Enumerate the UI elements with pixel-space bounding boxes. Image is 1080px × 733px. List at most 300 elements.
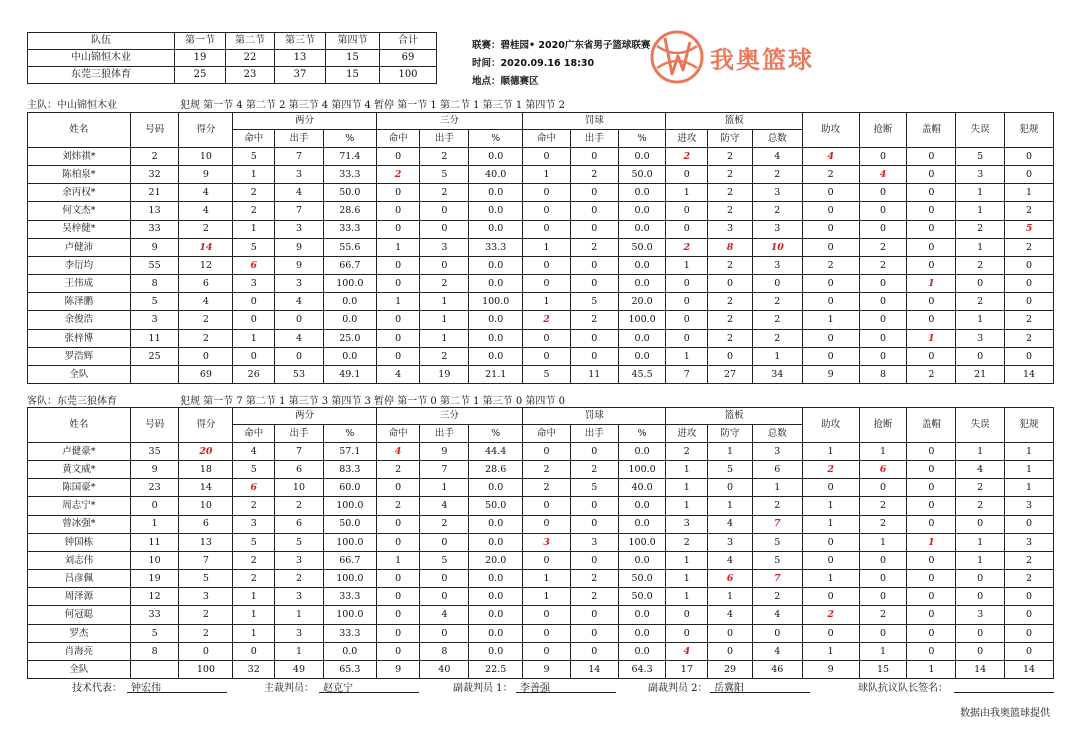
stat-cell: 6 bbox=[275, 460, 324, 478]
player-name: 卢健沛 bbox=[28, 238, 131, 256]
stat-cell: 1 bbox=[523, 293, 571, 311]
stat-cell: 100.0 bbox=[323, 606, 376, 624]
player-name: 王伟成 bbox=[28, 275, 131, 293]
stat-cell: 0 bbox=[666, 202, 708, 220]
stat-cell: 23 bbox=[130, 479, 179, 497]
stat-cell: 2 bbox=[752, 293, 802, 311]
total-cell: 1 bbox=[907, 661, 956, 679]
stat-cell: 0 bbox=[907, 165, 956, 183]
stat-cell: 0 bbox=[907, 606, 956, 624]
match-info bbox=[472, 37, 650, 91]
col-subheader-made: 命中 bbox=[376, 130, 420, 147]
brand-logo-text: 我奥篮球 bbox=[710, 45, 814, 74]
stat-cell: 3 bbox=[708, 220, 753, 238]
stat-cell: 3 bbox=[275, 220, 324, 238]
stat-cell: 1 bbox=[1005, 479, 1054, 497]
total-cell: 65.3 bbox=[323, 661, 376, 679]
player-name: 吴梓健* bbox=[28, 220, 131, 238]
stat-cell: 7 bbox=[752, 570, 802, 588]
stat-cell: 0 bbox=[666, 220, 708, 238]
stat-cell: 0.0 bbox=[469, 533, 523, 551]
stat-cell: 2 bbox=[179, 220, 233, 238]
total-cell: 9 bbox=[376, 661, 420, 679]
team-total-label: 全队 bbox=[28, 661, 131, 679]
stat-cell: 0 bbox=[376, 533, 420, 551]
away-team-header bbox=[27, 392, 565, 407]
stat-cell: 0 bbox=[859, 220, 907, 238]
stat-cell: 1 bbox=[708, 442, 753, 460]
stat-cell: 0 bbox=[523, 642, 571, 660]
total-cell: 14 bbox=[956, 661, 1005, 679]
stat-cell: 0.0 bbox=[469, 275, 523, 293]
player-row bbox=[28, 588, 1054, 606]
col-subheader-made: 命中 bbox=[376, 425, 420, 442]
score-cell: 23 bbox=[226, 67, 275, 84]
player-name: 钟国栋 bbox=[28, 533, 131, 551]
stat-cell: 33 bbox=[130, 220, 179, 238]
total-cell: 40 bbox=[420, 661, 469, 679]
stat-cell: 71.4 bbox=[323, 147, 376, 165]
stat-cell: 0 bbox=[859, 293, 907, 311]
stat-cell: 0 bbox=[907, 642, 956, 660]
stat-cell: 0 bbox=[666, 165, 708, 183]
captain-protest-signature bbox=[954, 679, 1054, 693]
stat-cell: 0.0 bbox=[469, 588, 523, 606]
stat-cell: 0 bbox=[376, 220, 420, 238]
stat-cell: 5 bbox=[956, 147, 1005, 165]
stat-cell: 3 bbox=[570, 533, 618, 551]
stat-cell: 1 bbox=[666, 497, 708, 515]
stat-cell: 12 bbox=[179, 256, 233, 274]
stat-cell: 2 bbox=[570, 311, 618, 329]
stat-cell: 1 bbox=[523, 165, 571, 183]
stat-cell: 33 bbox=[130, 606, 179, 624]
col-header-free-throws: 罚球 bbox=[523, 408, 666, 425]
stat-cell: 0 bbox=[907, 311, 956, 329]
stat-cell: 14 bbox=[179, 479, 233, 497]
stat-cell: 0 bbox=[523, 275, 571, 293]
stat-cell: 0 bbox=[907, 570, 956, 588]
stat-cell: 2 bbox=[956, 293, 1005, 311]
stat-cell: 0.0 bbox=[469, 515, 523, 533]
stat-cell: 33.3 bbox=[323, 220, 376, 238]
player-row bbox=[28, 293, 1054, 311]
player-row bbox=[28, 570, 1054, 588]
home-team-label: 主队：中山锦恒木业 bbox=[27, 100, 117, 111]
stat-cell: 1 bbox=[956, 551, 1005, 569]
home-team-fouls: 犯规 第一节 4 第二节 2 第三节 4 第四节 4 暂停 第一节 1 第二节 1 第三节 1 第四节 2 bbox=[180, 100, 565, 111]
player-row bbox=[28, 497, 1054, 515]
stat-cell: 2 bbox=[570, 588, 618, 606]
stat-cell: 5 bbox=[752, 551, 802, 569]
stat-cell: 0.0 bbox=[323, 293, 376, 311]
total-cell: 26 bbox=[233, 366, 275, 384]
stat-cell: 0 bbox=[1005, 147, 1054, 165]
stat-cell: 4 bbox=[179, 184, 233, 202]
stat-cell: 2 bbox=[523, 460, 571, 478]
stat-cell: 0 bbox=[907, 184, 956, 202]
player-row bbox=[28, 311, 1054, 329]
stat-cell: 0 bbox=[420, 220, 469, 238]
col-header-two-pointers: 两分 bbox=[233, 408, 376, 425]
stat-cell: 2 bbox=[802, 165, 859, 183]
stat-cell: 1 bbox=[376, 551, 420, 569]
stat-cell: 2 bbox=[859, 256, 907, 274]
stat-cell: 6 bbox=[752, 460, 802, 478]
stat-cell: 2 bbox=[570, 165, 618, 183]
player-name: 周泽源 bbox=[28, 588, 131, 606]
player-row bbox=[28, 202, 1054, 220]
stat-cell: 1 bbox=[666, 588, 708, 606]
header-row bbox=[28, 113, 1054, 130]
stat-cell: 1 bbox=[802, 570, 859, 588]
stat-cell: 0 bbox=[708, 624, 753, 642]
stat-cell: 4 bbox=[752, 147, 802, 165]
stat-cell: 0 bbox=[666, 293, 708, 311]
player-name: 何冠聪 bbox=[28, 606, 131, 624]
total-cell: 14 bbox=[1005, 661, 1054, 679]
stat-cell: 1 bbox=[708, 497, 753, 515]
stat-cell: 0 bbox=[802, 347, 859, 365]
stat-cell: 0 bbox=[802, 184, 859, 202]
stat-cell: 0 bbox=[570, 347, 618, 365]
score-cell: 15 bbox=[326, 50, 380, 67]
stat-cell: 2 bbox=[708, 329, 753, 347]
stat-cell: 5 bbox=[420, 165, 469, 183]
total-cell: 32 bbox=[233, 661, 275, 679]
col-header-assists: 助攻 bbox=[802, 408, 859, 443]
chief-referee-label: 主裁判员： bbox=[264, 683, 314, 694]
stat-cell: 2 bbox=[802, 460, 859, 478]
stat-cell: 6 bbox=[275, 515, 324, 533]
stat-cell: 1 bbox=[666, 256, 708, 274]
col-header-turnovers: 失误 bbox=[956, 408, 1005, 443]
stat-cell: 3 bbox=[130, 311, 179, 329]
score-cell: 22 bbox=[226, 50, 275, 67]
stat-cell: 3 bbox=[1005, 533, 1054, 551]
stat-cell: 5 bbox=[233, 460, 275, 478]
stat-cell: 6 bbox=[233, 256, 275, 274]
stat-cell: 1 bbox=[956, 442, 1005, 460]
player-row bbox=[28, 479, 1054, 497]
stat-cell: 33.3 bbox=[323, 588, 376, 606]
stat-cell: 1 bbox=[802, 311, 859, 329]
stat-cell: 7 bbox=[420, 460, 469, 478]
stat-cell: 2 bbox=[752, 497, 802, 515]
stat-cell: 0.0 bbox=[469, 202, 523, 220]
stat-cell: 35 bbox=[130, 442, 179, 460]
stat-cell: 50.0 bbox=[618, 570, 666, 588]
col-subheader-attempts: 出手 bbox=[570, 130, 618, 147]
score-header: 第三节 bbox=[275, 33, 326, 50]
stat-cell: 9 bbox=[130, 238, 179, 256]
total-cell: 14 bbox=[1005, 366, 1054, 384]
stat-cell: 12 bbox=[130, 588, 179, 606]
stat-cell: 0 bbox=[523, 442, 571, 460]
stat-cell: 2 bbox=[956, 256, 1005, 274]
stat-cell: 1 bbox=[666, 570, 708, 588]
stat-cell: 10 bbox=[179, 497, 233, 515]
stat-cell: 50.0 bbox=[323, 184, 376, 202]
stat-cell: 2 bbox=[1005, 238, 1054, 256]
stat-cell: 0 bbox=[859, 311, 907, 329]
stat-cell: 2 bbox=[1005, 311, 1054, 329]
stat-cell: 1 bbox=[420, 329, 469, 347]
stat-cell: 0 bbox=[666, 311, 708, 329]
stat-cell: 4 bbox=[233, 442, 275, 460]
match-league: 联赛：碧桂园• 2020广东省男子篮球联赛 bbox=[472, 40, 651, 51]
player-row bbox=[28, 147, 1054, 165]
stat-cell: 0.0 bbox=[469, 642, 523, 660]
player-name: 何文杰* bbox=[28, 202, 131, 220]
stat-cell: 1 bbox=[233, 165, 275, 183]
brand-logo bbox=[650, 30, 814, 84]
stat-cell: 100.0 bbox=[323, 570, 376, 588]
stat-cell: 2 bbox=[859, 515, 907, 533]
score-cell: 东莞三狼体育 bbox=[28, 67, 175, 84]
stat-cell: 0.0 bbox=[618, 551, 666, 569]
stat-cell: 0 bbox=[956, 570, 1005, 588]
stat-cell: 0 bbox=[956, 347, 1005, 365]
stat-cell: 1 bbox=[802, 515, 859, 533]
stat-cell: 0.0 bbox=[618, 220, 666, 238]
stat-cell: 0 bbox=[420, 533, 469, 551]
stat-cell: 5 bbox=[420, 551, 469, 569]
stat-cell: 4 bbox=[859, 165, 907, 183]
stat-cell: 0 bbox=[802, 238, 859, 256]
stat-cell: 32 bbox=[130, 165, 179, 183]
stat-cell: 1 bbox=[752, 347, 802, 365]
stat-cell: 2 bbox=[708, 184, 753, 202]
stat-cell: 0 bbox=[859, 570, 907, 588]
stat-cell: 9 bbox=[275, 238, 324, 256]
stat-cell: 0 bbox=[907, 202, 956, 220]
stat-cell: 1 bbox=[1005, 184, 1054, 202]
stat-cell: 0 bbox=[523, 202, 571, 220]
stat-cell: 1 bbox=[420, 311, 469, 329]
total-cell: 46 bbox=[752, 661, 802, 679]
total-cell: 5 bbox=[523, 366, 571, 384]
player-name: 曾冰强* bbox=[28, 515, 131, 533]
stat-cell: 8 bbox=[420, 642, 469, 660]
quarter-score-table bbox=[27, 32, 437, 84]
stat-cell: 2 bbox=[376, 165, 420, 183]
score-header: 第二节 bbox=[226, 33, 275, 50]
stat-cell: 7 bbox=[752, 515, 802, 533]
stat-cell: 1 bbox=[859, 442, 907, 460]
stat-cell: 3 bbox=[523, 533, 571, 551]
header-row bbox=[28, 408, 1054, 425]
stat-cell: 1 bbox=[859, 533, 907, 551]
stat-cell: 1 bbox=[752, 479, 802, 497]
stat-cell: 60.0 bbox=[323, 479, 376, 497]
stat-cell: 0 bbox=[376, 570, 420, 588]
stat-cell: 1 bbox=[376, 293, 420, 311]
stat-cell: 7 bbox=[275, 202, 324, 220]
col-header-points: 得分 bbox=[179, 113, 233, 148]
stat-cell: 5 bbox=[708, 460, 753, 478]
stat-cell: 2 bbox=[752, 329, 802, 347]
stat-cell: 8 bbox=[130, 275, 179, 293]
stat-cell: 1 bbox=[666, 347, 708, 365]
stat-cell: 3 bbox=[179, 588, 233, 606]
stat-cell: 0.0 bbox=[469, 606, 523, 624]
home-stats-table bbox=[27, 112, 1054, 384]
stat-cell: 0 bbox=[907, 551, 956, 569]
stat-cell: 1 bbox=[233, 329, 275, 347]
stat-cell: 0.0 bbox=[618, 275, 666, 293]
stat-cell: 3 bbox=[275, 165, 324, 183]
stat-cell: 0.0 bbox=[618, 442, 666, 460]
score-row-home bbox=[28, 50, 437, 67]
stat-cell: 6 bbox=[859, 460, 907, 478]
stat-cell: 0 bbox=[1005, 293, 1054, 311]
stat-cell: 1 bbox=[275, 606, 324, 624]
col-header-three-pointers: 三分 bbox=[376, 113, 522, 130]
stat-cell: 0 bbox=[570, 515, 618, 533]
stat-cell: 0 bbox=[666, 275, 708, 293]
stat-cell: 5 bbox=[275, 533, 324, 551]
stat-cell: 5 bbox=[233, 238, 275, 256]
stat-cell: 0.0 bbox=[469, 147, 523, 165]
stat-cell: 0 bbox=[907, 347, 956, 365]
col-header-steals: 抢断 bbox=[859, 113, 907, 148]
stat-cell: 0 bbox=[275, 311, 324, 329]
stat-cell: 0 bbox=[376, 275, 420, 293]
stat-cell: 13 bbox=[179, 533, 233, 551]
stat-cell: 1 bbox=[907, 533, 956, 551]
stat-cell: 1 bbox=[523, 238, 571, 256]
total-cell: 19 bbox=[420, 366, 469, 384]
basketball-logo-icon bbox=[650, 30, 704, 84]
col-header-free-throws: 罚球 bbox=[523, 113, 666, 130]
total-cell: 53 bbox=[275, 366, 324, 384]
stat-cell: 3 bbox=[752, 256, 802, 274]
stat-cell: 1 bbox=[907, 275, 956, 293]
stat-cell: 6 bbox=[708, 570, 753, 588]
total-cell: 22.5 bbox=[469, 661, 523, 679]
stat-cell: 0 bbox=[523, 147, 571, 165]
away-stats-table bbox=[27, 407, 1054, 679]
stat-cell: 44.4 bbox=[469, 442, 523, 460]
player-row bbox=[28, 551, 1054, 569]
total-cell: 8 bbox=[859, 366, 907, 384]
stat-cell: 3 bbox=[752, 220, 802, 238]
col-subheader-total: 总数 bbox=[752, 425, 802, 442]
col-header-points: 得分 bbox=[179, 408, 233, 443]
stat-cell: 0.0 bbox=[469, 329, 523, 347]
stat-cell: 0 bbox=[802, 551, 859, 569]
umpire2-label: 副裁判员 2： bbox=[648, 683, 708, 694]
stat-cell: 0 bbox=[956, 642, 1005, 660]
col-header-turnovers: 失误 bbox=[956, 113, 1005, 148]
stat-cell: 0 bbox=[708, 479, 753, 497]
stat-cell: 10 bbox=[752, 238, 802, 256]
team-total-row bbox=[28, 366, 1054, 384]
stat-cell: 2 bbox=[179, 624, 233, 642]
stat-cell: 20 bbox=[179, 442, 233, 460]
stat-cell: 9 bbox=[275, 256, 324, 274]
stat-cell: 0 bbox=[233, 293, 275, 311]
col-header-number: 号码 bbox=[130, 113, 179, 148]
stat-cell: 10 bbox=[179, 147, 233, 165]
stat-cell: 3 bbox=[275, 275, 324, 293]
stat-cell: 0 bbox=[1005, 606, 1054, 624]
stat-cell: 2 bbox=[708, 293, 753, 311]
total-cell: 14 bbox=[570, 661, 618, 679]
stat-cell: 3 bbox=[956, 606, 1005, 624]
col-subheader-attempts: 出手 bbox=[570, 425, 618, 442]
score-header: 队伍 bbox=[28, 33, 175, 50]
stat-cell: 0 bbox=[179, 347, 233, 365]
stat-cell: 0.0 bbox=[618, 347, 666, 365]
col-subheader-made: 命中 bbox=[523, 425, 571, 442]
stat-cell: 2 bbox=[666, 442, 708, 460]
stat-cell: 0 bbox=[956, 624, 1005, 642]
score-header: 合计 bbox=[380, 33, 437, 50]
stat-cell: 2 bbox=[752, 588, 802, 606]
stat-cell: 0.0 bbox=[469, 311, 523, 329]
player-row bbox=[28, 347, 1054, 365]
total-cell: 21.1 bbox=[469, 366, 523, 384]
stat-cell: 0 bbox=[708, 347, 753, 365]
stat-cell: 0 bbox=[907, 479, 956, 497]
stat-cell: 0 bbox=[666, 624, 708, 642]
stat-cell: 0 bbox=[523, 606, 571, 624]
stat-cell: 0 bbox=[708, 275, 753, 293]
stat-cell: 0 bbox=[376, 479, 420, 497]
stat-cell: 4 bbox=[376, 442, 420, 460]
stat-cell: 0 bbox=[570, 442, 618, 460]
stat-cell: 2 bbox=[752, 311, 802, 329]
stat-cell: 0 bbox=[859, 347, 907, 365]
data-credit: 数据由我奥篮球提供 bbox=[960, 708, 1050, 719]
stat-cell: 50.0 bbox=[469, 497, 523, 515]
stat-cell: 1 bbox=[907, 329, 956, 347]
stat-cell: 0 bbox=[802, 275, 859, 293]
player-row bbox=[28, 642, 1054, 660]
stat-cell: 0 bbox=[802, 624, 859, 642]
col-subheader-attempts: 出手 bbox=[420, 425, 469, 442]
stat-cell: 6 bbox=[179, 515, 233, 533]
col-header-fouls: 犯规 bbox=[1005, 408, 1054, 443]
player-name: 陈柏泉* bbox=[28, 165, 131, 183]
stat-cell: 14 bbox=[179, 238, 233, 256]
stat-cell: 0 bbox=[570, 256, 618, 274]
stat-cell: 0 bbox=[233, 642, 275, 660]
stat-cell: 0 bbox=[376, 588, 420, 606]
stat-cell: 0 bbox=[376, 515, 420, 533]
match-time: 时间：2020.09.16 18:30 bbox=[472, 58, 595, 69]
stat-cell: 0 bbox=[523, 497, 571, 515]
col-subheader-percent: % bbox=[323, 425, 376, 442]
stat-cell: 2 bbox=[859, 497, 907, 515]
stat-cell: 0 bbox=[859, 479, 907, 497]
stat-cell: 66.7 bbox=[323, 256, 376, 274]
player-row bbox=[28, 533, 1054, 551]
player-name: 卢健豪* bbox=[28, 442, 131, 460]
stat-cell: 0.0 bbox=[618, 497, 666, 515]
stat-cell: 0 bbox=[859, 588, 907, 606]
stat-cell: 0 bbox=[956, 588, 1005, 606]
player-row bbox=[28, 184, 1054, 202]
stat-cell: 1 bbox=[666, 184, 708, 202]
stat-cell: 5 bbox=[1005, 220, 1054, 238]
col-header-blocks: 盖帽 bbox=[907, 113, 956, 148]
stat-cell: 2 bbox=[570, 460, 618, 478]
score-cell: 69 bbox=[380, 50, 437, 67]
stat-cell: 4 bbox=[420, 606, 469, 624]
